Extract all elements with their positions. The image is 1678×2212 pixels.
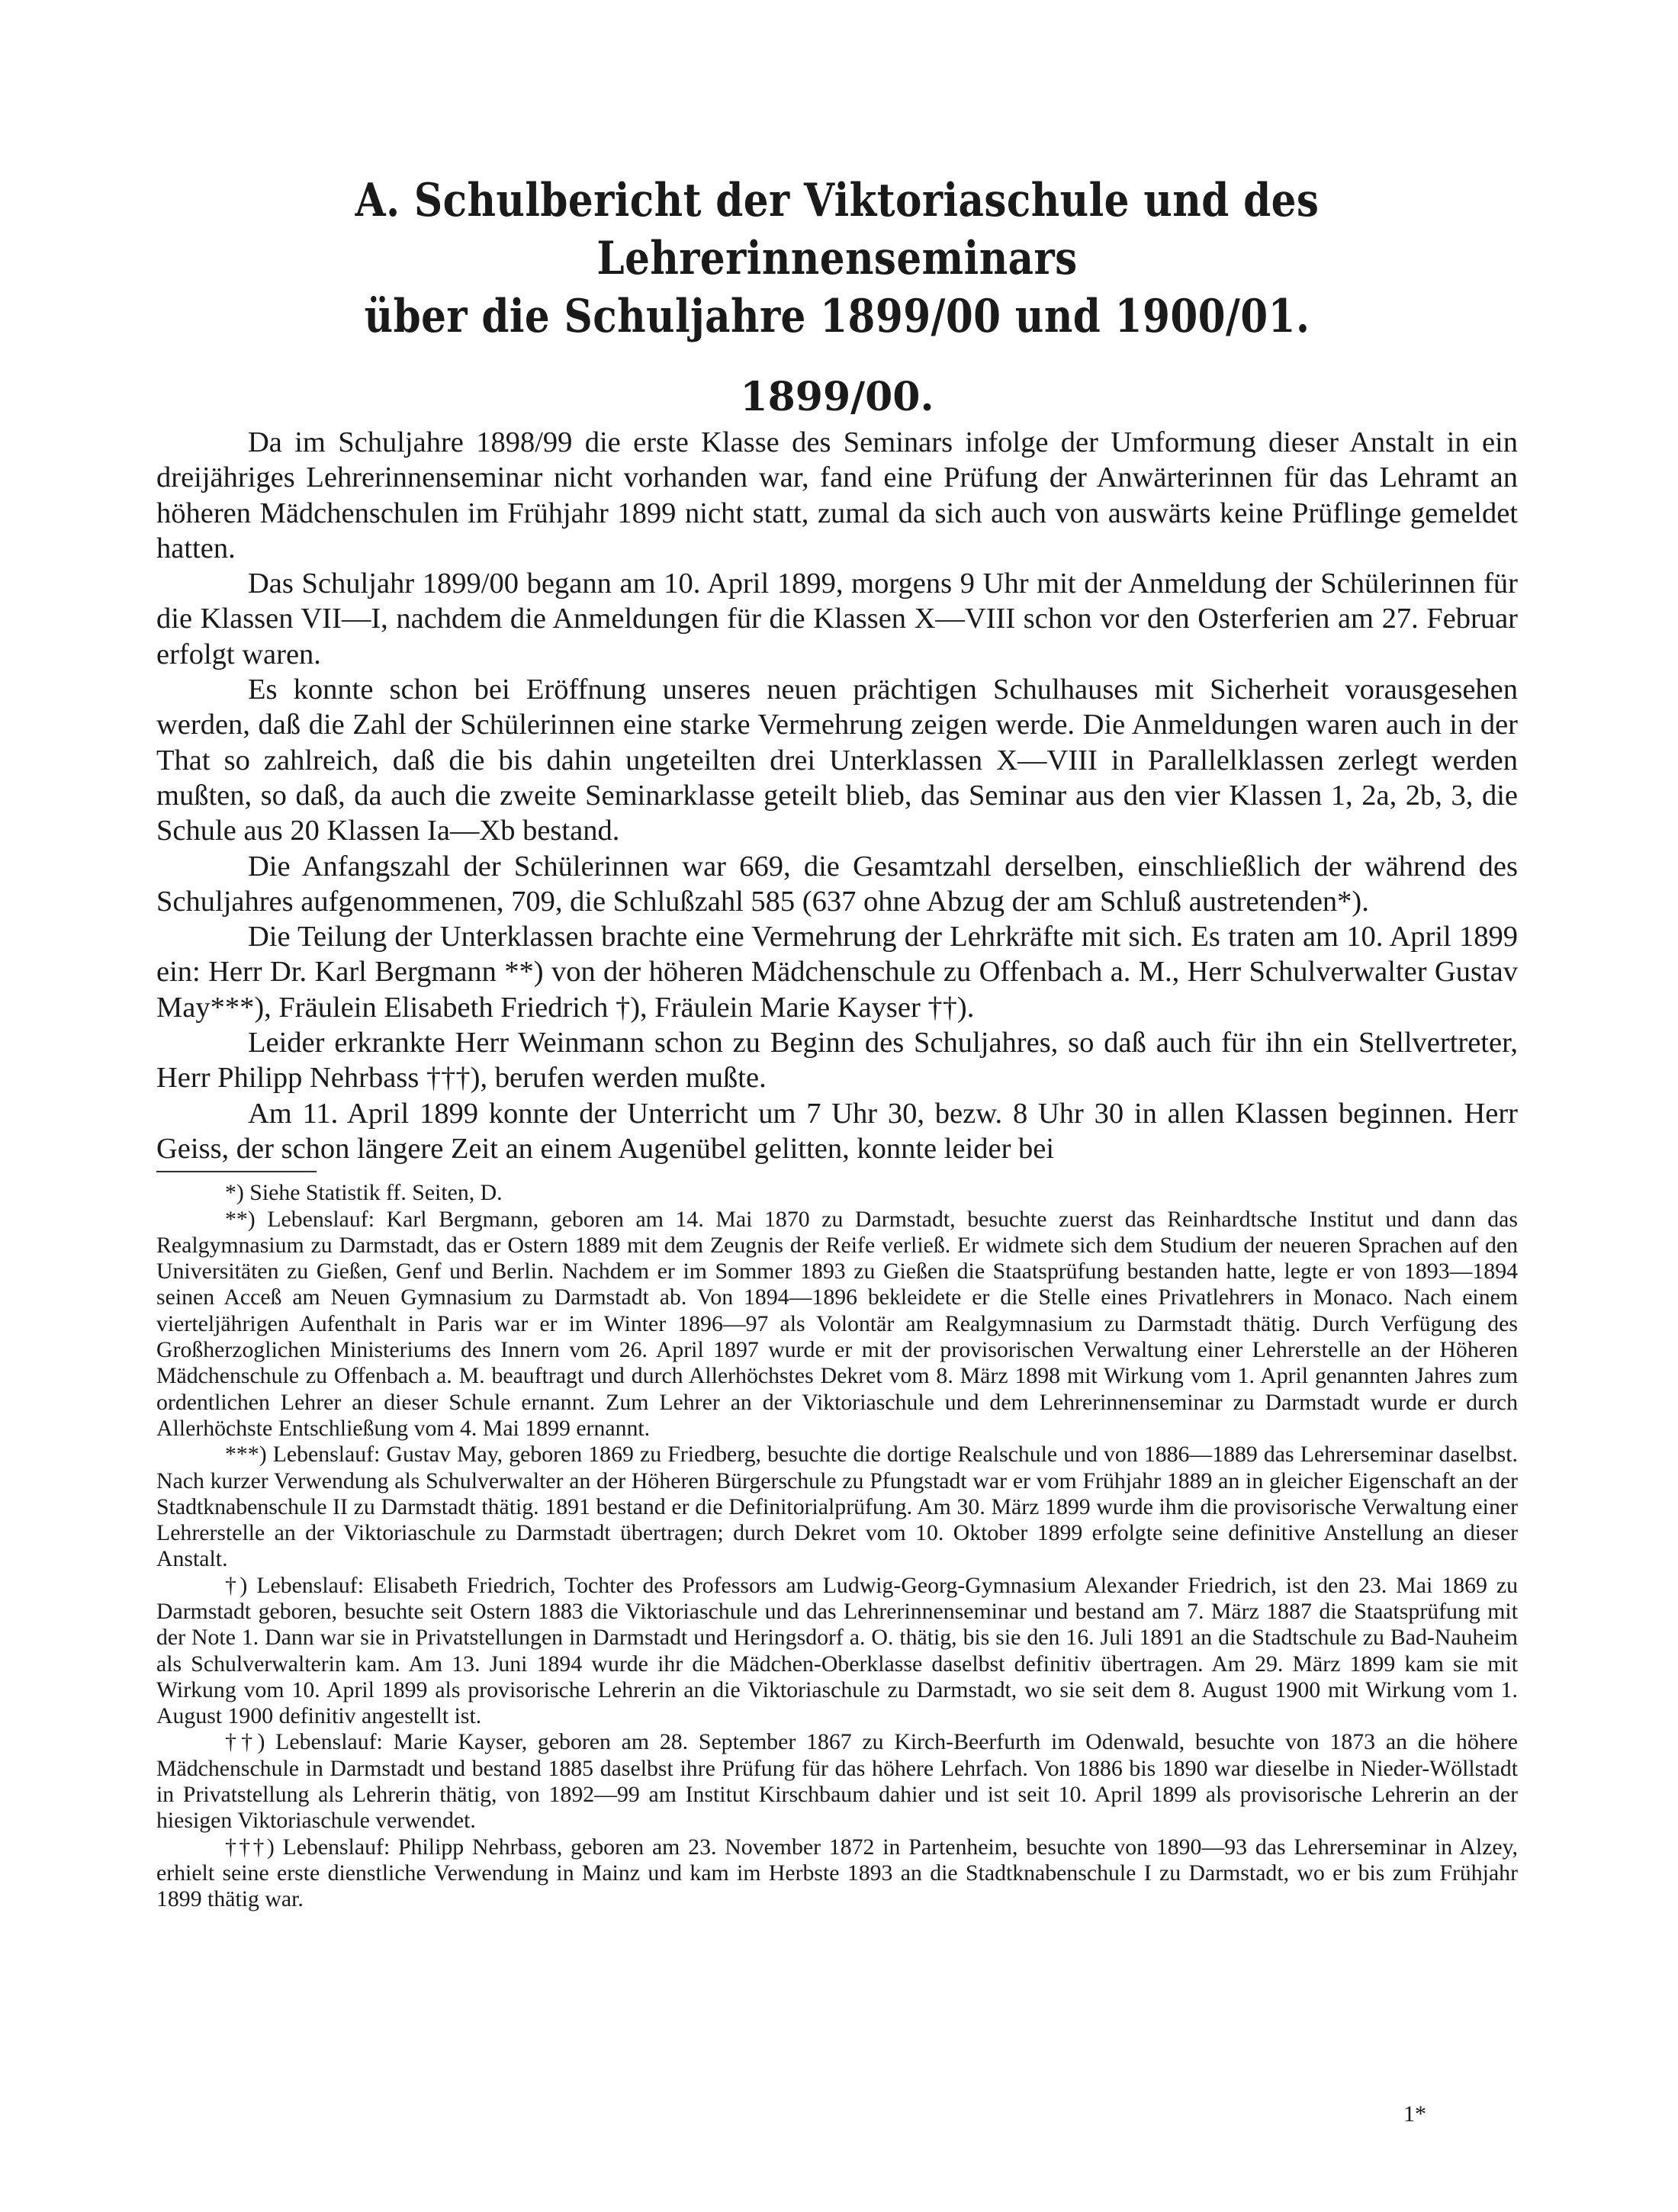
body-paragraph-7: Am 11. April 1899 konnte der Unterricht um 7 Uhr 30, bezw. 8 Uhr 30 in allen Klassen beginnen. Herr Geiss, der schon längere Zeit an einem Augenübel gelitten, konnte leider bei: [156, 1097, 1518, 1165]
footnotes: [156, 1180, 1518, 1912]
signature-mark: 1*: [1403, 2101, 1426, 2127]
school-year-heading: 1899/00.: [740, 374, 934, 420]
report-title-line-2: über die Schuljahre 1899/00 und 1900/01.: [364, 290, 1310, 343]
report-body: [156, 425, 1518, 1166]
footnote-3: ***) Lebenslauf: Gustav May, geboren 1869 zu Friedberg, besuchte die dortige Realschule und von 1886—1889 das Lehrerseminar daselbst. Nach kurzer Verwendung als Schulverwalter an der Höheren Bürgerschule zu Pfungstadt war er vom Frühjahr 1889 an in gleicher Eigenschaft an der Stadtknabenschule II zu Darmstadt thätig. 1891 bestand er die Definitorialprüfung. Am 30. März 1899 wurde ihm die provisorische Verwaltung einer Lehrerstelle an der Viktoriaschule zu Darmstadt übertragen; durch Dekret vom 10. Oktober 1899 erfolgte seine definitive Anstellung an dieser Anstalt.: [156, 1442, 1518, 1572]
body-paragraph-3: Es konnte schon bei Eröffnung unseres neuen prächtigen Schulhauses mit Sicherheit vorausgesehen werden, daß die Zahl der Schülerinnen eine starke Vermehrung zeigen werde. Die Anmeldungen waren auch in der That so zahlreich, daß die bis dahin ungeteilten drei Unterklassen X—VIII in Parallelklassen zerlegt werden mußten, so daß, da auch die zweite Seminarklasse geteilt blieb, das Seminar aus den vier Klassen 1, 2a, 2b, 3, die Schule aus 20 Klassen Ia—Xb bestand.: [156, 674, 1518, 847]
body-paragraph-4: Die Anfangszahl der Schülerinnen war 669, die Gesamtzahl derselben, einschließlich der während des Schuljahres aufgenommenen, 709, die Schlußzahl 585 (637 ohne Abzug der am Schluß austretenden*).: [156, 850, 1518, 918]
report-title: [252, 172, 1422, 346]
report-title-line-1: A. Schulbericht der Viktoriaschule und des Lehrerinnenseminars: [355, 174, 1320, 285]
footnote-4: †) Lebenslauf: Elisabeth Friedrich, Tochter des Professors am Ludwig-Georg-Gymnasium Alexander Friedrich, ist den 23. Mai 1869 zu Darmstadt geboren, besuchte seit Ostern 1883 die Viktoriaschule und das Lehrerinnenseminar und bestand am 7. März 1887 die Staatsprüfung mit der Note 1. Dann war sie in Privatstellungen in Darmstadt und Heringsdorf a. O. thätig, bis sie den 16. Juli 1891 an die Stadtschule zu Bad-Nauheim als Schulverwalterin kam. Am 13. Juni 1894 wurde ihr die Mädchen-Oberklasse daselbst definitiv übertragen. Am 29. März 1899 kam sie mit Wirkung vom 10. April 1899 als provisorische Lehrerin an die Viktoriaschule zu Darmstadt, wo sie seit dem 8. August 1900 mit Wirkung vom 1. August 1900 definitiv angestellt ist.: [156, 1572, 1518, 1729]
footnote-1: *) Siehe Statistik ff. Seiten, D.: [225, 1180, 503, 1206]
body-paragraph-1: Da im Schuljahre 1898/99 die erste Klasse des Seminars infolge der Umformung dieser Anstalt in ein dreijähriges Lehrerinnenseminar nicht vorhanden war, fand eine Prüfung der Anwärterinnen für das Lehramt an höheren Mädchenschulen im Frühjahr 1899 nicht statt, zumal da sich auch von auswärts keine Prüflinge gemeldet hatten.: [156, 426, 1518, 564]
footnote-6: †††) Lebenslauf: Philipp Nehrbass, geboren am 23. November 1872 in Partenheim, besuchte von 1890—93 das Lehrerseminar in Alzey, erhielt seine erste dienstliche Verwendung in Mainz und kam im Herbste 1893 an die Stadtknabenschule I zu Darmstadt, wo er bis zum Frühjahr 1899 thätig war.: [156, 1834, 1518, 1912]
footnote-divider: [156, 1171, 317, 1172]
document-page: [156, 172, 1518, 1913]
body-paragraph-6: Leider erkrankte Herr Weinmann schon zu Beginn des Schuljahres, so daß auch für ihn ein Stellvertreter, Herr Philipp Nehrbass †††), berufen werden mußte.: [156, 1027, 1518, 1095]
body-paragraph-5: Die Teilung der Unterklassen brachte eine Vermehrung der Lehrkräfte mit sich. Es traten am 10. April 1899 ein: Herr Dr. Karl Bergmann **) von der höheren Mädchenschule zu Offenbach a. M., Herr Schulverwalter Gustav May***), Fräulein Elisabeth Friedrich †), Fräulein Marie Kayser ††).: [156, 921, 1518, 1024]
footnote-2: **) Lebenslauf: Karl Bergmann, geboren am 14. Mai 1870 zu Darmstadt, besuchte zuerst das Reinhardtsche Institut und dann das Realgymnasium zu Darmstadt, das er Ostern 1889 mit dem Zeugnis der Reife verließ. Er widmete sich dem Studium der neueren Sprachen auf den Universitäten zu Gießen, Genf und Berlin. Nachdem er im Sommer 1893 zu Gießen die Staatsprüfung bestanden hatte, legte er von 1893—1894 seinen Acceß am Neuen Gymnasium zu Darmstadt ab. Von 1894—1896 bekleidete er die Stelle eines Privatlehrers in Monaco. Nach einem vierteljährigen Aufenthalt in Paris war er im Winter 1896—97 als Volontär am Realgymnasium zu Darmstadt thätig. Durch Verfügung des Großherzoglichen Ministeriums des Innern vom 26. April 1897 wurde er mit der provisorischen Verwaltung einer Lehrerstelle an der Höheren Mädchenschule zu Offenbach a. M. beauftragt und durch Allerhöchstes Dekret vom 8. März 1898 mit Wirkung vom 1. April genannten Jahres zum ordentlichen Lehrer an dieser Schule ernannt. Zum Lehrer an der Viktoriaschule und dem Lehrerinnenseminar zu Darmstadt wurde er durch Allerhöchste Entschließung vom 4. Mai 1899 ernannt.: [156, 1206, 1518, 1441]
footnote-5: ††) Lebenslauf: Marie Kayser, geboren am 28. September 1867 zu Kirch-Beerfurth im Odenwald, besuchte von 1873 an die höhere Mädchenschule in Darmstadt und bestand 1885 daselbst ihre Prüfung für das höhere Lehrfach. Von 1886 bis 1890 war dieselbe in Nieder-Wöllstadt in Privatstellung als Lehrerin thätig, von 1892—99 am Institut Kirschbaum dahier und ist seit 10. April 1899 als provisorische Lehrerin an der hiesigen Viktoriaschule verwendet.: [156, 1729, 1518, 1834]
body-paragraph-2: Das Schuljahr 1899/00 begann am 10. April 1899, morgens 9 Uhr mit der Anmeldung der Schülerinnen für die Klassen VII—I, nachdem die Anmeldungen für die Klassen X—VIII schon vor den Osterferien am 27. Februar erfolgt waren.: [156, 567, 1518, 670]
